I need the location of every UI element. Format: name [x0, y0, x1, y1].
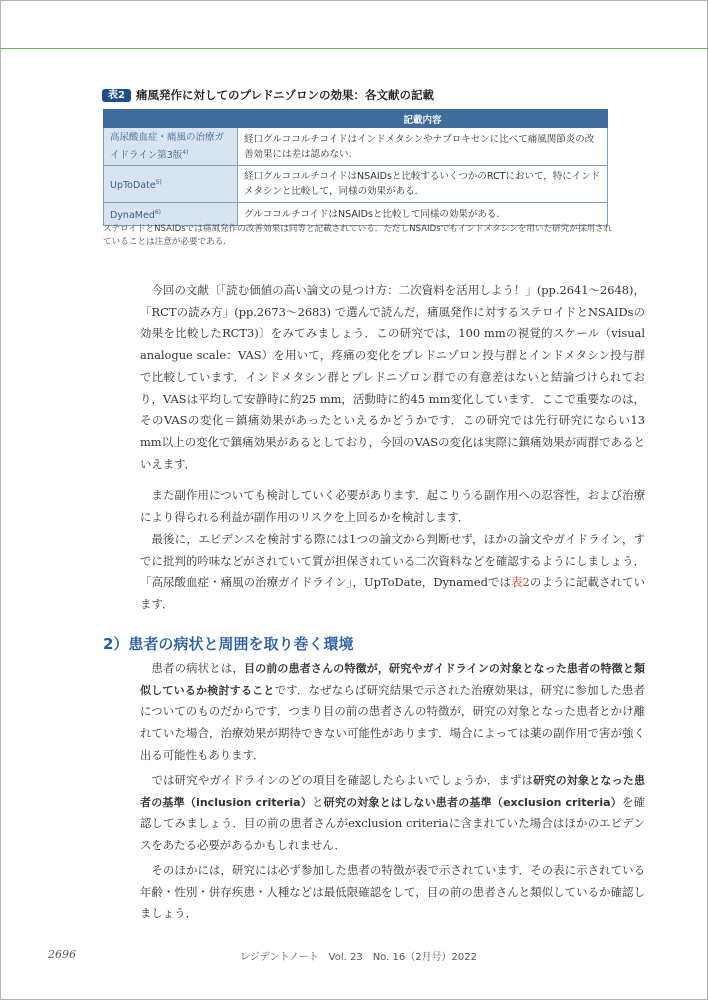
- paragraph: [140, 658, 645, 767]
- paragraph-text: のように記載されています．: [140, 575, 645, 612]
- paragraph-text: です．なぜならば研究結果で示された治療効果は，研究に参加した患者についてのものだからです．つまり目の前の患者さんの特徴が，研究の対象となった患者とかけ離れていた場合，治療効果が期待できない可能性があります．場合によっては薬の副作用で害が強く出る可能性もあります．: [140, 682, 645, 762]
- table-note: ステロイドとNSAIDsでは痛風発作の改善効果は同等と記載されている．ただしNSAIDsでもインドメタシンを用いた研究が採用されていることは注意が必要である．: [103, 224, 613, 247]
- evidence-table: [103, 109, 608, 226]
- paragraph-text: 最後に，エビデンスを検討する際には1つの論文から判断せず，ほかの論文やガイドライン，すでに批判的吟味などがされていて質が担保されている二次資料などを確認するようにしましょう．「高尿酸血症・痛風の治療ガイドライン」，UpToDate，Dynamedでは: [140, 532, 645, 590]
- emphasis-text: 研究の対象とはしない患者の基準（exclusion criteria）: [323, 795, 622, 809]
- table-header-blank: [104, 110, 238, 128]
- journal-footer: レジデントノート Vol. 23 No. 16（2月号）2022: [240, 952, 478, 963]
- table-content-cell: 経口グルココルチコイドはNSAIDsと比較するいくつかのRCTにおいて，特にインドメタシンと比較して，同様の効果がある.: [238, 166, 608, 203]
- paragraph: [140, 770, 645, 857]
- source-name: 高尿酸血症・痛風の治療ガイドライン第3版: [110, 132, 225, 162]
- source-ref: 5): [155, 179, 162, 187]
- emphasis-text: 研究の対象となった患者の基準（inclusion criteria）: [140, 774, 645, 809]
- paragraph-text: を確認してみましょう．目の前の患者さんがexclusion criteriaに含まれていた場合はほかのエビデンスをあたる必要があるかもしれません．: [140, 794, 645, 853]
- section-heading: 2）患者の病状と周囲を取り巻く環境: [103, 635, 354, 653]
- table-content-cell: グルココルチコイドはNSAIDsと比較して同様の効果がある.: [238, 203, 608, 226]
- paragraph-text: では研究やガイドラインのどの項目を確認したらよいでしょうか．まずは: [151, 773, 534, 787]
- table-header-row: [104, 110, 608, 128]
- table-caption: [102, 87, 434, 103]
- table-badge: 表2: [102, 89, 131, 102]
- paragraph: [140, 529, 645, 616]
- paragraph: そのほかには，研究には必ず参加した患者の特徴が表で示されています．その表に示されている年齢・性別・併存疾患・人種などは最低限確認をして，目の前の患者さんと類似しているか確認しましょう．: [140, 863, 645, 921]
- source-name: UpToDate: [110, 180, 156, 192]
- table-header-content: 記載内容: [238, 110, 608, 128]
- table-row: [104, 166, 608, 203]
- source-name: DynaMed: [110, 210, 155, 222]
- table-reference-link[interactable]: 表2: [511, 575, 530, 590]
- source-ref: 4): [182, 149, 189, 156]
- table-source-cell: [104, 128, 238, 166]
- emphasis-text: 目の前の患者さんの特徴が，研究やガイドラインの対象となった患者の特徴と類似しているか検討すること: [140, 662, 645, 697]
- table-row: [104, 128, 608, 166]
- header-rule: [0, 48, 708, 49]
- source-ref: 6): [154, 209, 162, 217]
- paragraph: 今回の文献〔「読む価値の高い論文の見つけ方：二次資料を活用しよう！」(pp.2641～2648)，「RCTの読み方」(pp.2673～2683) で選んで読んだ，痛風発作に対するステロイドとNSAIDsの効果を比較したRCT3)〕をみてみましょう．この研究では，100 mmの視覚的スケール（visual analogue scale：VAS）を用いて，疼痛の変化をプレドニゾロン投与群とインドメタシン投与群で比較しています．インドメタシン群とプレドニゾロン群での有意差はないと結論づけられており，VASは平均して安静時に約25 mm，活動時に約45 mm変化しています．ここで重要なのは，そのVASの変化＝鎮痛効果があったといえるかどうかです．この研究では先行研究にならい13 mm以上の変化で鎮痛効果があるとしており，今回のVASの変化は実際に鎮痛効果が両群であるといえます．: [140, 283, 645, 471]
- table-source-cell: [104, 166, 238, 203]
- table-title: 痛風発作に対してのプレドニゾロンの効果：各文献の記載: [135, 88, 435, 102]
- paragraph: また副作用についても検討していく必要があります．起こりうる副作用への忍容性，および治療により得られる利益が副作用のリスクを上回るかを検討します．: [140, 488, 645, 524]
- paragraph-text: と: [312, 794, 324, 809]
- paragraph-text: 患者の病状とは，: [151, 661, 244, 675]
- page-number: 2696: [48, 948, 76, 961]
- table-content-cell: 経口グルココルチコイドはインドメタシンやナプロキセンに比べて痛風関節炎の改善効果には差は認めない.: [238, 128, 608, 166]
